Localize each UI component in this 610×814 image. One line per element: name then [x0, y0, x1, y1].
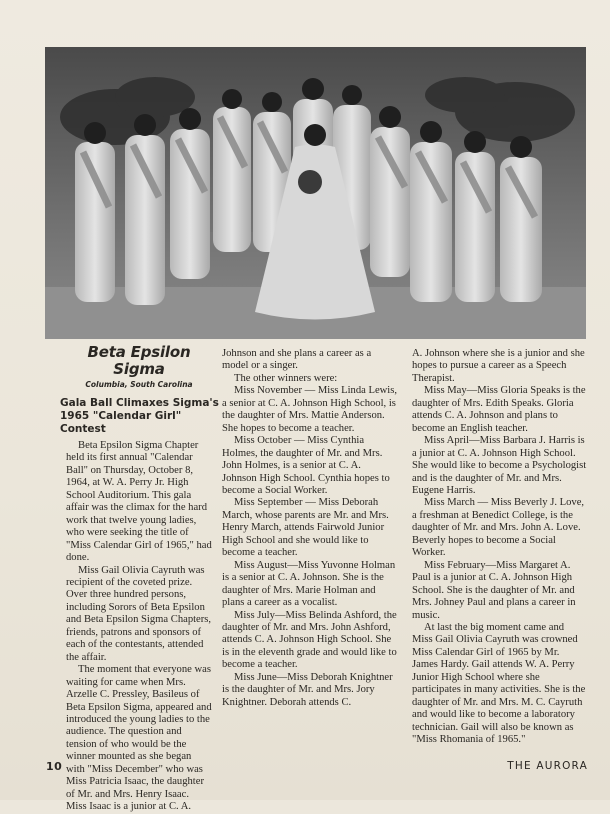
paragraph: The other winners were:	[234, 372, 338, 384]
page-number: 10	[46, 760, 63, 773]
paragraph: Beta Epsilon Sigma Chapter held its first annual "Calendar Ball" on Thursday, October 8, 1964, at W. A. Perry Jr. High School Auditorium. This gala affair was the climax for the hard work that twelve young ladies, who were seeking the title of "Miss Calendar Girl of 1965," had done.	[66, 440, 212, 564]
sash-label	[0, 0, 1, 1]
paragraph: Miss April—Miss Barbara J. Harris is a junior at C. A. Johnson High School. She would like to become a Psychologist and is the daughter of Mr. and Mrs. Eugene Harris.	[412, 435, 587, 496]
photo-illustration	[45, 47, 586, 339]
article-column-3	[412, 348, 587, 747]
paragraph: Miss July—Miss Belinda Ashford, the daughter of Mr. and Mrs. John Ashford, attends C. A. Johnson High School. She is in the eleventh grade and would like to become a teacher.	[222, 609, 397, 671]
article-column-1	[60, 343, 219, 814]
paragraph: Miss October — Miss Cynthia Holmes, the daughter of Mr. and Mrs. John Holmes, is a senior at C. A. Johnson High School. Cynthia hopes to become a Social Worker.	[222, 435, 390, 496]
group-photo	[45, 47, 586, 339]
paragraph: Johnson and she plans a career as a model or a singer.	[222, 348, 372, 372]
paragraph: Miss February—Miss Margaret A. Paul is a junior at C. A. Johnson High School. She is the daughter of Mr. and Mrs. Johney Paul and plans a career in music.	[412, 559, 576, 621]
paragraph: Miss March — Miss Beverly J. Love, a freshman at Benedict College, is the daughter of Mr. and Mrs. John A. Love. Beverly hopes to become a Social Worker.	[412, 497, 585, 559]
paragraph: Miss Gail Olivia Cayruth was recipient of the coveted prize. Over three hundred persons, including Sorors of Beta Epsilon and Beta Epsilon Sigma Chapters, friends, patrons and sponsors of each of the contestants, attended the affair.	[66, 564, 212, 663]
paragraph: Miss November — Miss Linda Lewis, a senior at C. A. Johnson High School, is the daughter of Mrs. Mattie Anderson. She hopes to become a teacher.	[222, 385, 398, 434]
article-column-2	[222, 348, 397, 709]
paragraph: Miss September — Miss Deborah March, whose parents are Mr. and Mrs. Henry March, attends Fairwold Junior High School and she would like to become a teacher.	[222, 497, 389, 559]
article-subhead: Gala Ball Climaxes Sigma's 1965 "Calendar Girl" Contest	[60, 397, 219, 435]
paragraph: The moment that everyone was waiting for came when Mrs. Arzelle C. Pressley, Basileus of Beta Epsilon Sigma, appeared and introduced the young ladies to the audience. The question and tension of who would be the winner mounted as she began with "Miss December" who was Miss Patricia Isaac, the daughter of Mr. and Mrs. Henry Isaac. Miss Isaac is a junior at C. A.	[66, 664, 212, 813]
publication-name: THE AURORA	[507, 760, 588, 772]
paragraph: At last the big moment came and Miss Gail Olivia Cayruth was crowned Miss Calendar Girl of 1965 by Mr. James Hardy. Gail attends W. A. Perry Junior High School where she participates in many activities. She is the daughter of Mr. and Mrs. M. C. Cayruth and would like to become a laboratory technician. Gail will also be known as "Miss Rhomania of 1965."	[412, 621, 586, 746]
article-headline: Beta Epsilon Sigma	[87, 343, 191, 378]
paragraph: A. Johnson where she is a junior and she hopes to pursue a career as a Speech Therapist.	[412, 348, 585, 384]
article-dateline: Columbia, South Carolina	[85, 380, 193, 389]
paragraph: Miss June—Miss Deborah Knightner is the daughter of Mr. and Mrs. Jory Knightner. Deborah attends C.	[222, 671, 393, 708]
paragraph: Miss May—Miss Gloria Speaks is the daughter of Mrs. Edith Speaks. Gloria attends C. A. Johnson and plans to become an English teacher.	[412, 385, 586, 434]
paragraph: Miss August—Miss Yuvonne Holman is a senior at C. A. Johnson. She is the daughter of Mrs. Marie Holman and plans a career as a vocalist.	[222, 559, 396, 609]
